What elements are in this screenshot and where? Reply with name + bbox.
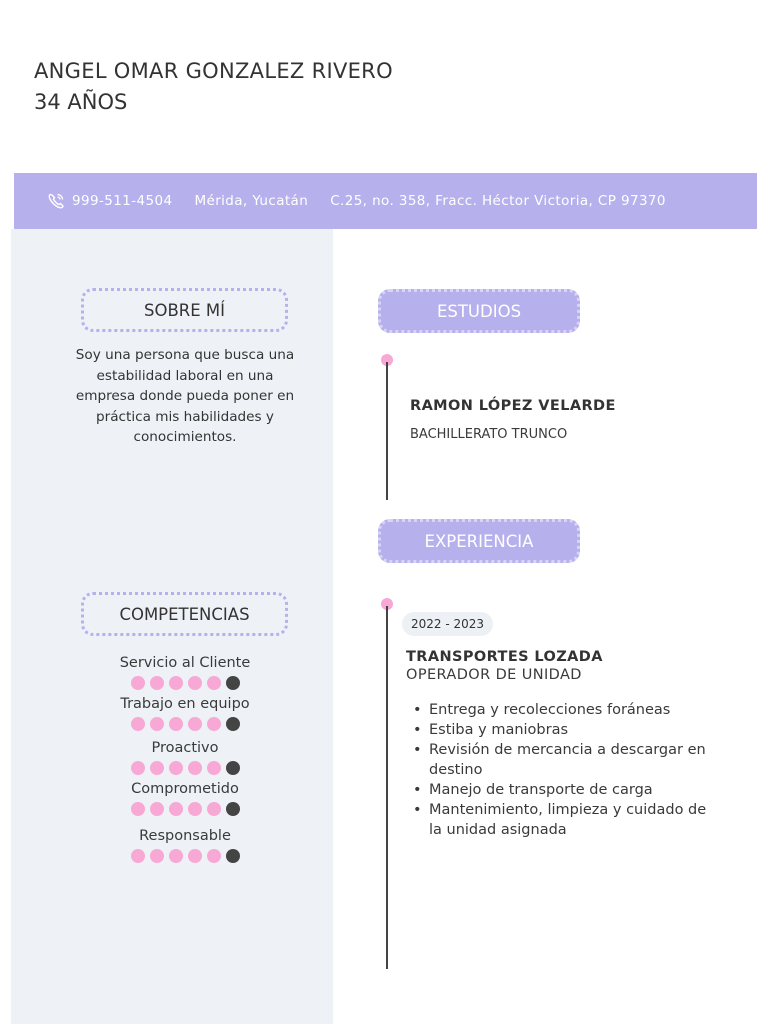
contact-city: Mérida, Yucatán (194, 193, 309, 209)
rating-dot-filled (131, 849, 145, 863)
education-degree: BACHILLERATO TRUNCO (410, 427, 568, 442)
task-item: • Estiba y maniobras (410, 720, 720, 740)
rating-dot-filled (131, 676, 145, 690)
skill-rating (80, 717, 290, 731)
education-timeline-line (386, 362, 388, 500)
about-title: SOBRE MÍ (81, 288, 288, 332)
task-item: • Revisión de mercancia a descargar en destino (410, 740, 720, 780)
education-school: RAMON LÓPEZ VELARDE (410, 398, 616, 414)
skill-label: Responsable (139, 828, 231, 844)
rating-dot-filled (169, 802, 183, 816)
rating-dot-filled (150, 717, 164, 731)
skills-title: COMPETENCIAS (81, 592, 288, 636)
rating-dot-empty (226, 761, 240, 775)
person-name: ANGEL OMAR GONZALEZ RIVERO (34, 59, 393, 83)
rating-dot-filled (150, 802, 164, 816)
rating-dot-empty (226, 849, 240, 863)
contact-phone: 999-511-4504 (72, 193, 173, 209)
rating-dot-filled (188, 761, 202, 775)
task-item: • Manejo de transporte de carga (410, 780, 720, 800)
rating-dot-filled (188, 717, 202, 731)
skill-item (80, 737, 290, 775)
rating-dot-filled (188, 849, 202, 863)
experience-date-badge: 2022 - 2023 (402, 612, 493, 636)
about-text: Soy una persona que busca una estabilidad laboral en una empresa donde pueda poner en práctica mis habilidades y conocimientos. (75, 347, 295, 445)
rating-dot-filled (131, 761, 145, 775)
skill-label: Trabajo en equipo (120, 696, 250, 712)
rating-dot-filled (169, 849, 183, 863)
task-item: • Mantenimiento, limpieza y cuidado de la unidad asignada (410, 800, 720, 840)
rating-dot-empty (226, 802, 240, 816)
experience-company: TRANSPORTES LOZADA (406, 649, 603, 665)
rating-dot-filled (169, 717, 183, 731)
skill-item (80, 778, 290, 816)
resume-header (34, 56, 393, 118)
rating-dot-filled (150, 849, 164, 863)
rating-dot-filled (169, 676, 183, 690)
skill-label: Servicio al Cliente (119, 655, 251, 671)
rating-dot-filled (207, 717, 221, 731)
rating-dot-filled (188, 802, 202, 816)
rating-dot-filled (131, 717, 145, 731)
skill-rating (80, 761, 290, 775)
rating-dot-filled (207, 802, 221, 816)
rating-dot-filled (131, 802, 145, 816)
skill-label: Comprometido (131, 781, 239, 797)
contact-bar (14, 173, 757, 229)
rating-dot-empty (226, 676, 240, 690)
rating-dot-filled (169, 761, 183, 775)
skill-item (80, 693, 290, 731)
experience-role: OPERADOR DE UNIDAD (406, 667, 582, 683)
rating-dot-filled (207, 849, 221, 863)
rating-dot-filled (207, 676, 221, 690)
person-age: 34 AÑOS (34, 90, 128, 114)
rating-dot-filled (150, 761, 164, 775)
skills-list (80, 652, 290, 863)
rating-dot-filled (188, 676, 202, 690)
rating-dot-filled (150, 676, 164, 690)
experience-task-list (410, 700, 720, 840)
experience-title: EXPERIENCIA (378, 519, 580, 563)
rating-dot-filled (207, 761, 221, 775)
skill-rating (80, 802, 290, 816)
skill-item (80, 652, 290, 690)
task-item: • Entrega y recolecciones foráneas (410, 700, 720, 720)
education-title: ESTUDIOS (378, 289, 580, 333)
contact-address: C.25, no. 358, Fracc. Héctor Victoria, CP 97370 (330, 193, 666, 209)
skill-rating (80, 849, 290, 863)
phone-icon (46, 191, 66, 211)
skill-item (80, 825, 290, 863)
skill-rating (80, 676, 290, 690)
rating-dot-empty (226, 717, 240, 731)
skill-label: Proactivo (151, 740, 219, 756)
experience-timeline-line (386, 606, 388, 969)
